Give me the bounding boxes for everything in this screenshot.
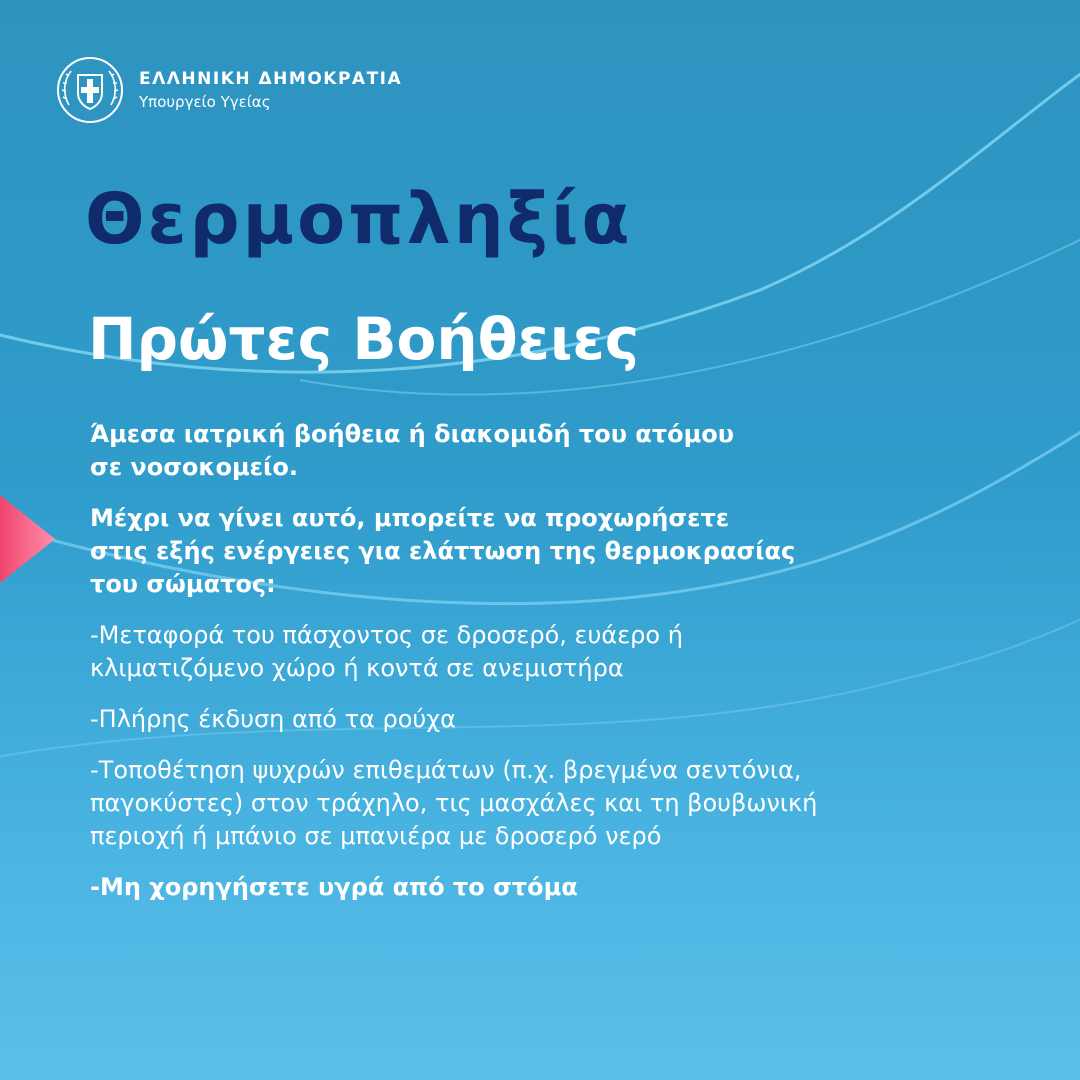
action-undress: [90, 703, 1060, 736]
until-line: στις εξής ενέργειες για ελάττωση της θερμοκρασίας: [90, 537, 796, 565]
action-line: παγοκύστες) στον τράχηλο, τις μασχάλες και τη βουβωνική: [90, 789, 818, 817]
ministry-name: Υπουργείο Υγείας: [139, 93, 271, 111]
arrow-pointer-icon: [0, 495, 60, 583]
header: [55, 55, 402, 125]
intro-line: σε νοσοκομείο.: [90, 453, 298, 481]
action-line: κλιματιζόμενο χώρο ή κοντά σε ανεμιστήρα: [90, 654, 624, 682]
instructions: [90, 418, 1060, 922]
page-subtitle: Πρώτες Βοήθειες: [88, 305, 640, 373]
page-title: Θερμοπληξία: [85, 178, 633, 260]
until-line: Μέχρι να γίνει αυτό, μπορείτε να προχωρήσετε: [90, 504, 730, 532]
until-paragraph: [90, 502, 1060, 601]
action-line: -Μεταφορά του πάσχοντος σε δροσερό, ευάερο ή: [90, 621, 683, 649]
until-line: του σώματος:: [90, 570, 276, 598]
action-line: περιοχή ή μπάνιο σε μπανιέρα με δροσερό νερό: [90, 822, 662, 850]
organization-block: [139, 69, 402, 111]
organization-name: ΕΛΛΗΝΙΚΗ ΔΗΜΟΚΡΑΤΙΑ: [139, 69, 403, 89]
action-cold-compresses: [90, 754, 1060, 853]
warning-line: -Μη χορηγήσετε υγρά από το στόμα: [90, 873, 578, 901]
action-move: [90, 619, 1060, 685]
action-line: -Πλήρης έκδυση από τα ρούχα: [90, 705, 456, 733]
greek-coat-of-arms-icon: [55, 55, 125, 125]
warning-no-fluids: [90, 871, 1060, 904]
intro-paragraph: [90, 418, 1060, 484]
action-line: -Τοποθέτηση ψυχρών επιθεμάτων (π.χ. βρεγμένα σεντόνια,: [90, 756, 802, 784]
intro-line: Άμεσα ιατρική βοήθεια ή διακομιδή του ατόμου: [90, 420, 734, 448]
